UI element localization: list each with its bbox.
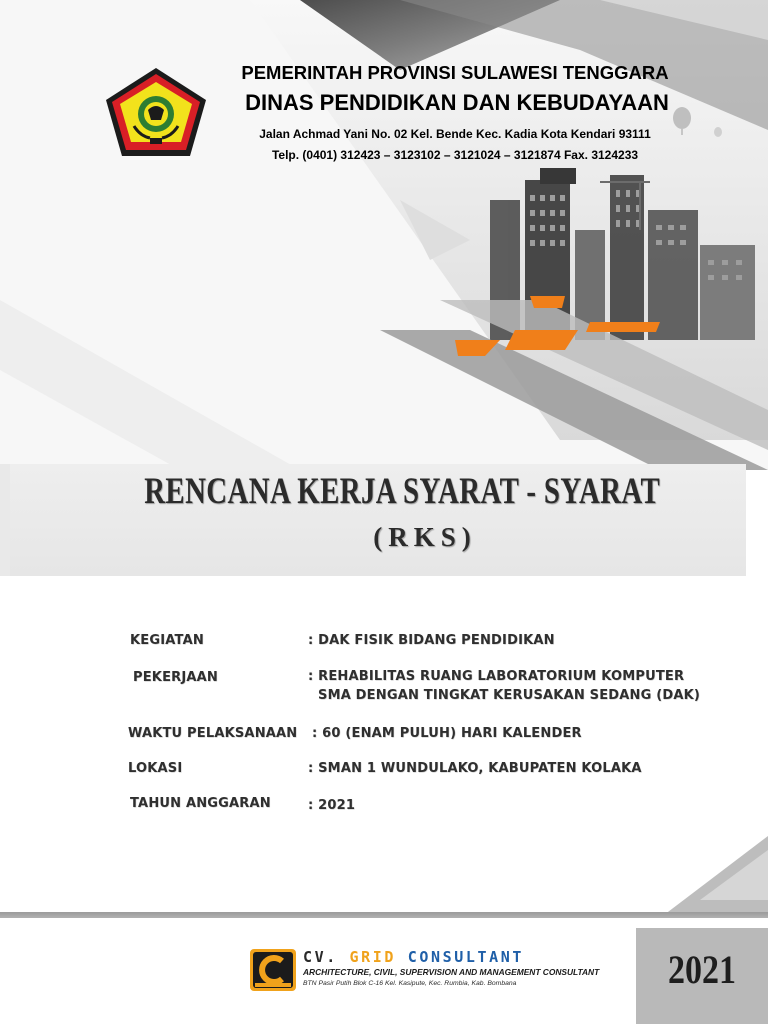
document-title: RENCANA KERJA SYARAT - SYARAT [144,471,661,512]
tahun-label: TAHUN ANGGARAN [130,796,271,811]
lokasi-label: LOKASI [128,761,183,776]
waktu-value: : 60 (ENAM PULUH) HARI KALENDER [312,726,582,741]
province-emblem-icon [104,66,208,158]
pekerjaan-label: PEKERJAAN [133,670,219,685]
pekerjaan-value-line2: SMA DENGAN TINGKAT KERUSAKAN SEDANG (DAK) [318,688,701,703]
company-address: BTN Pasir Putih Blok C-16 Kel. Kasipute, Kec. Rumbia, Kab. Bombana [303,980,517,987]
government-name: PEMERINTAH PROVINSI SULAWESI TENGGARA [241,62,669,83]
kegiatan-value: : DAK FISIK BIDANG PENDIDIKAN [308,633,555,648]
company-name-prefix: CV. [303,948,350,966]
department-phone: Telp. (0401) 312423 – 3123102 – 3121024 – 3121874 Fax. 3124233 [271,148,639,162]
company-name-highlight: GRID [349,948,397,966]
company-name [303,948,524,966]
kegiatan-label: KEGIATAN [130,633,204,648]
grid-consultant-logo-icon [250,949,296,991]
tahun-value: : 2021 [308,798,356,813]
company-name-suffix: CONSULTANT [396,948,525,966]
pekerjaan-value-line1: : REHABILITAS RUANG LABORATORIUM KOMPUTER [308,669,685,684]
footer-year: 2021 [668,947,736,992]
department-name: DINAS PENDIDIKAN DAN KEBUDAYAAN [245,90,669,115]
company-tagline: ARCHITECTURE, CIVIL, SUPERVISION AND MANAGEMENT CONSULTANT [303,967,600,977]
waktu-label: WAKTU PELAKSANAAN [128,726,298,741]
department-address: Jalan Achmad Yani No. 02 Kel. Bende Kec. Kadia Kota Kendari 93111 [259,127,651,141]
document-subtitle: (RKS) [373,522,477,552]
lokasi-value: : SMAN 1 WUNDULAKO, KABUPATEN KOLAKA [308,761,642,776]
